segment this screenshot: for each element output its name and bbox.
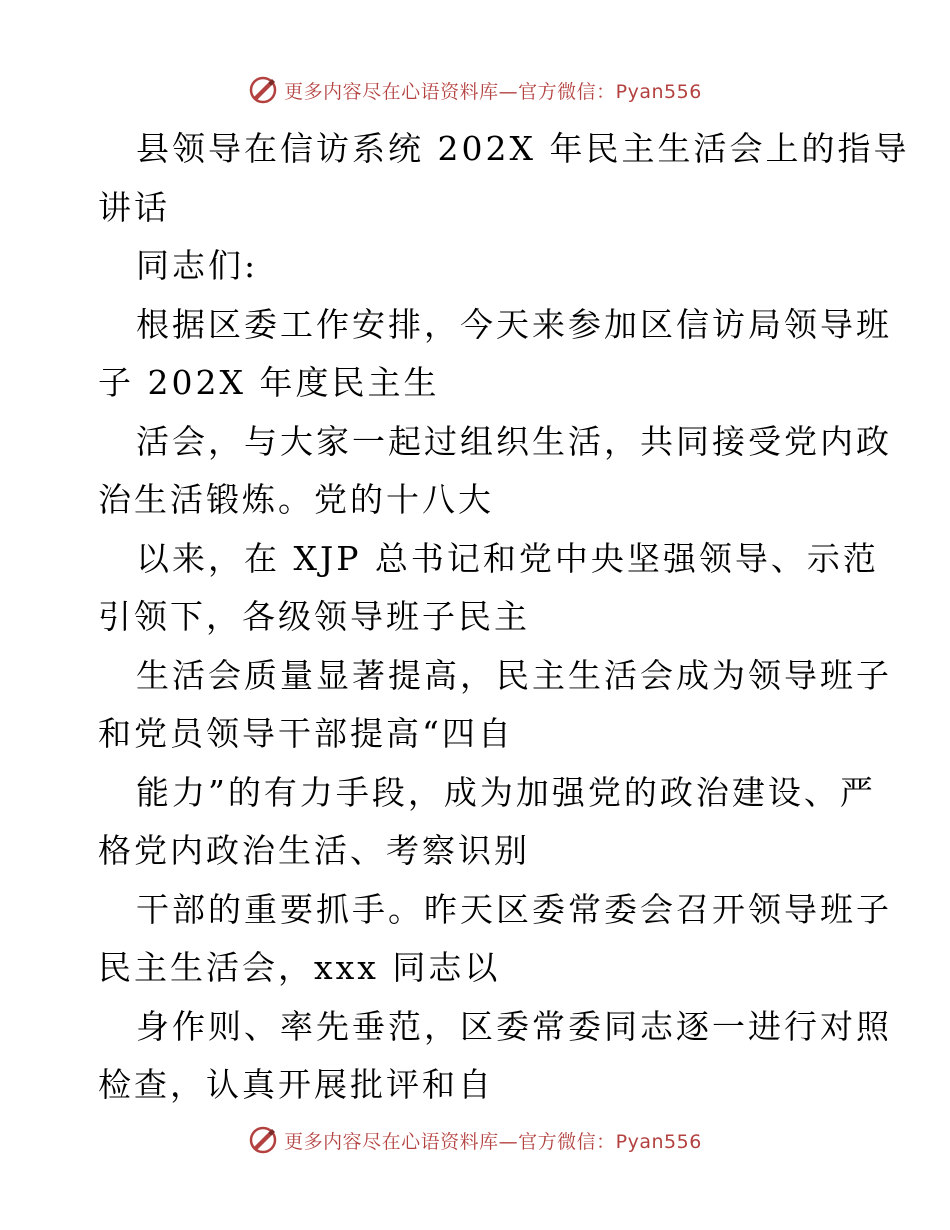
text-line: 干部的重要抓手。昨天区委常委会召开领导班子 xyxy=(136,889,892,929)
text-line: 子 202X 年度民主生 xyxy=(98,363,440,402)
text-line: 根据区委工作安排，今天来参加区信访局领导班 xyxy=(136,304,892,344)
footer-banner xyxy=(0,1122,950,1158)
footer-banner-text: 更多内容尽在心语资料库—官方微信：Pyan556 xyxy=(284,1130,702,1153)
title-line-2: 讲话 xyxy=(98,187,170,227)
header-banner-text: 更多内容尽在心语资料库—官方微信：Pyan556 xyxy=(284,80,702,103)
text-line: 引领下，各级领导班子民主 xyxy=(98,597,530,636)
text-line: 格党内政治生活、考察识别 xyxy=(98,831,530,870)
text-line: 以来，在 XJP 总书记和党中央坚强领导、示范 xyxy=(136,538,879,578)
pen-logo-icon xyxy=(248,75,278,105)
text-line: 身作则、率先垂范，区委常委同志逐一进行对照 xyxy=(136,1006,892,1046)
title-line-1: 县领导在信访系统 202X 年民主生活会上的指导 xyxy=(136,129,910,168)
salutation: 同志们: xyxy=(136,246,259,285)
text-line: 和党员领导干部提高“四自 xyxy=(98,714,514,753)
text-line: 能力”的有力手段，成为加强党的政治建设、严 xyxy=(136,772,876,812)
text-line: 活会，与大家一起过组织生活，共同接受党内政 xyxy=(136,421,892,461)
text-line: 生活会质量显著提高，民主生活会成为领导班子 xyxy=(136,655,892,695)
document-text xyxy=(98,120,910,1115)
text-line: 治生活锻炼。党的十八大 xyxy=(98,480,494,519)
pen-logo-icon xyxy=(248,1125,278,1155)
header-banner xyxy=(0,72,950,108)
text-line: 民主生活会，xxx 同志以 xyxy=(98,948,501,987)
text-line: 检查，认真开展批评和自 xyxy=(98,1065,494,1104)
document-body xyxy=(98,120,910,1115)
